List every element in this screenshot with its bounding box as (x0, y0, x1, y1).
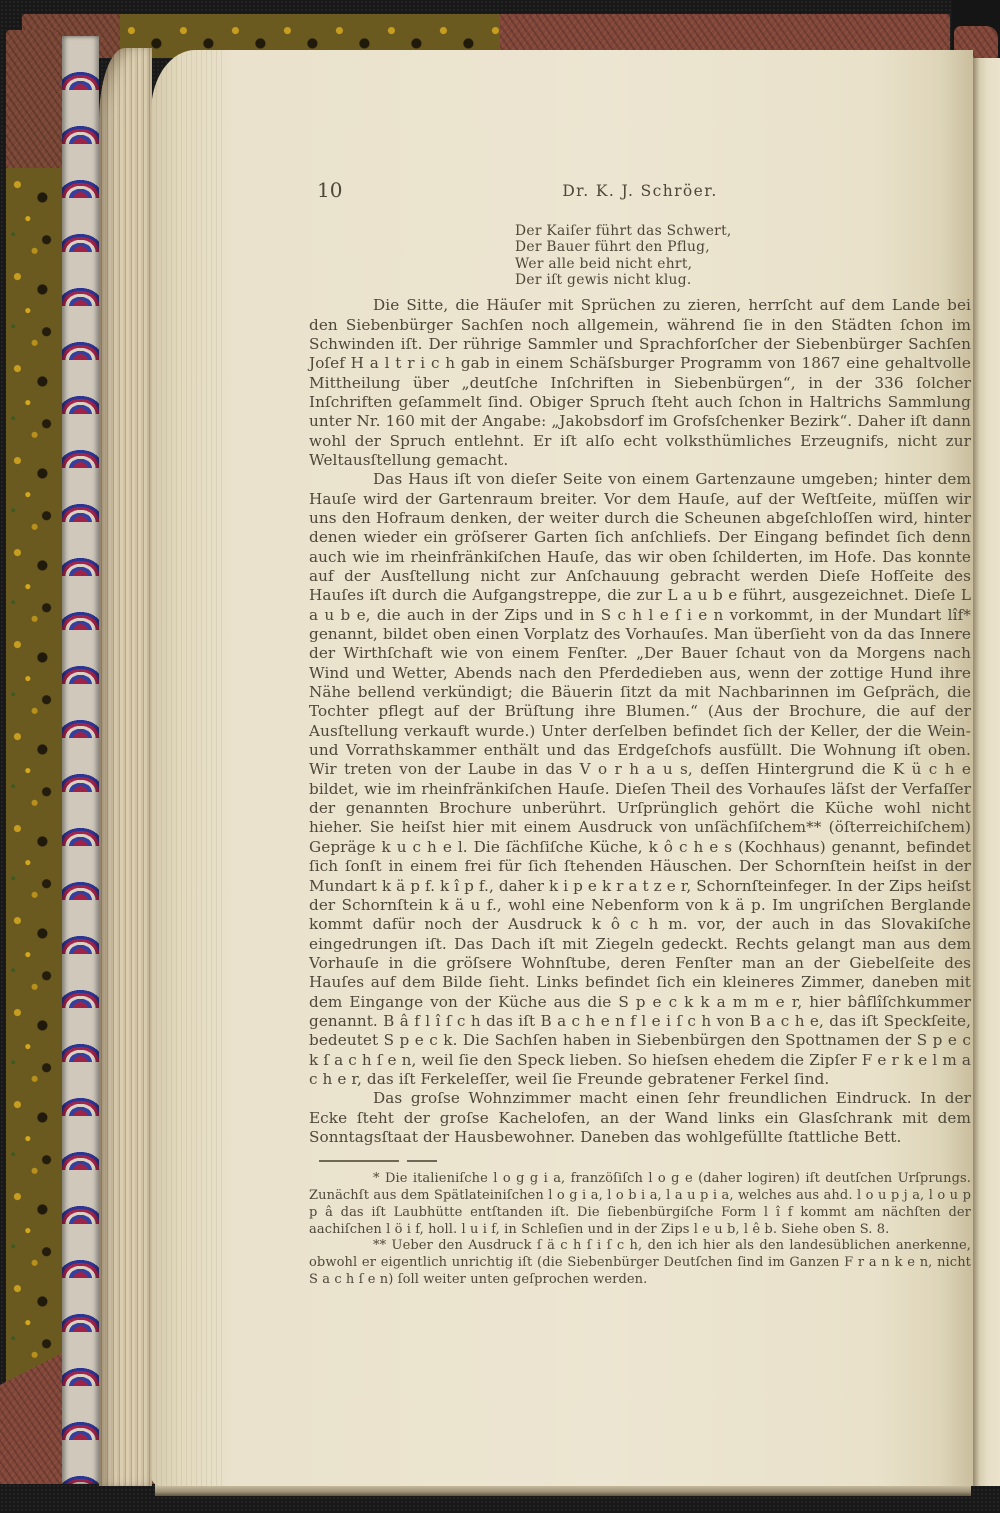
page-stack-edge (99, 48, 152, 1486)
footnote-separator (319, 1160, 971, 1162)
separator-segment (407, 1160, 437, 1162)
paragraph: Das groſse Wohnzimmer macht einen ſehr freundlichen Eindruck. In der Ecke ſteht der groſse Kachelofen, an der Wand links ein Glasſchrank mit dem Sonntagsſtaat der Hausbewohner. Daneben das wohlgefüllte ſtattliche Bett. (309, 1089, 971, 1146)
paragraph: Das Haus iſt von dieſer Seite von einem Gartenzaune umgeben; hinter dem Hauſe wird der Gartenraum breiter. Vor dem Hauſe, auf der Weſtſeite, müſſen wir uns den Hofraum denken, der weiter durch die Scheunen abgeſchloſſen wird, hinter denen wieder ein gröſserer Garten ſich anſchliefs. Der Eingang befindet ſich denn auch wie im rheinfränkiſchen Hauſe, das wir oben ſchilderten, im Hofe. Das konnte auf der Ausſtellung nicht zur Anſchauung gebracht werden Dieſe Hofſeite des Hauſes iſt durch die Aufgangstreppe, die zur L a u b e führt, ausgezeichnet. Dieſe L a u b e, die auch in der Zips und in S c h l e ſ i e n vorkommt, in der Mundart lîf* genannt, bildet oben einen Vorplatz des Vorhauſes. Man überſieht von da das Innere der Wirthſchaft wie von einem Fenſter. „Der Bauer ſchaut von da Morgens nach Wind und Wetter, Abends nach den Pferdedieben aus, wenn der zottige Hund ihre Nähe bellend verkündigt; die Bäuerin ſitzt da mit Nachbarinnen im Geſpräch, die Tochter pflegt auf der Brüſtung ihre Blumen.“ (Aus der Brochure, die auf der Ausſtellung verkauft wurde.) Unter derſelben befindet ſich der Keller, der die Wein- und Vorrathskammer enthält und das Erdgeſchofs ausfüllt. Die Wohnung iſt oben. Wir treten von der Laube in das V o r h a u s, deſſen Hintergrund die K ü c h e bildet, wie im rheinfränkiſchen Hauſe. Dieſen Theil des Vorhauſes läſst der Verfaſſer der genannten Brochure unberührt. Urſprünglich gehört die Küche wohl nicht hieher. Sie heiſst hier mit einem Ausdruck von unſächſiſchem** (öſterreichiſchem) Gepräge k u c h e l. Die ſächſiſche Küche, k ô c h e s (Kochhaus) genannt, befindet ſich ſonſt in einem frei für ſich ſtehenden Häuschen. Der Schornſtein heiſst in der Mundart k ä p f. k î p f., daher k i p e k r a t z e r, Schornſteinfeger. In der Zips heiſst der Schornſtein k ä u f., wohl eine Nebenform von k ä p. Im ungriſchen Berglande kommt dafür noch der Ausdruck k ô c h m. vor, der auch in das Slovakiſche eingedrungen iſt. Das Dach iſt mit Ziegeln gedeckt. Rechts gelangt man aus dem Vorhauſe in die gröſsere Wohnſtube, deren Fenſter man an der Giebelſeite des Hauſes auf dem Bilde ſieht. Links befindet ſich ein kleineres Zimmer, daneben mit dem Eingange von der Küche aus die S p e c k k a m m e r, hier bâflîſchkummer genannt. B â f l î ſ c h das iſt B a c h e n f l e i ſ c h von B a c h e, das iſt Speckſeite, bedeutet S p e c k. Die Sachſen haben in Siebenbürgen den Spottnamen der S p e c k ſ a c h ſ e n, weil ſie den Speck lieben. So hieſsen ehedem die Zipſer F e r k e l m a c h e r, das iſt Ferkeleſſer, weil ſie Freunde gebratener Ferkel ſind. (309, 470, 971, 1088)
cover-marble-segment (6, 168, 62, 1476)
epigraph-verse (515, 223, 971, 288)
page-number: 10 (317, 178, 343, 202)
cover-leather-segment (6, 30, 62, 168)
footnote: ** Ueber den Ausdruck ſ ä c h ſ i ſ c h, den ich hier als den landesüblichen anerkenne, obwohl er eigentlich unrichtig iſt (die Siebenbürger Deutſchen ſind im Ganzen F r a n k e n, nicht S a c h ſ e n) ſoll weiter unten geſprochen werden. (309, 1238, 971, 1288)
paragraph: Die Sitte, die Häuſer mit Sprüchen zu zieren, herrſcht auf dem Lande bei den Siebenbürger Sachſen noch allgemein, während ſie in den Städten ſchon im Schwinden iſt. Der rührige Sammler und Sprachforſcher der Siebenbürger Sachſen Joſef H a l t r i c h gab in einem Schäſsburger Programm von 1867 eine gehaltvolle Mittheilung über „deutſche Inſchriften in Siebenbürgen“, in der 336 ſolcher Inſchriften geſammelt ſind. Obiger Spruch ſteht auch ſchon in Haltrichs Sammlung unter Nr. 160 mit der Angabe: „Jakobsdorf im Grofsſchenker Bezirk“. Daher iſt dann wohl der Spruch entlehnt. Er iſt alſo echt volksthümliches Erzeugnifs, nicht zur Weltausſtellung gemacht. (309, 296, 971, 469)
next-page-sliver (973, 58, 1000, 1486)
verse-line: Der Kaiſer führt das Schwert, (515, 223, 732, 239)
body-text (309, 296, 971, 1147)
footnotes (309, 1171, 971, 1289)
separator-segment (319, 1160, 399, 1162)
printed-content (309, 178, 971, 1289)
book-page (151, 50, 973, 1486)
page-header (309, 178, 971, 208)
verse-line: Wer alle beid nicht ehrt, (515, 255, 693, 272)
page-curvature-texture (151, 50, 223, 1486)
verse-line: Der Bauer führt den Pflug, (515, 239, 710, 256)
book-cover-left-edge (6, 30, 62, 1476)
running-header: Dr. K. J. Schröer. (562, 182, 718, 200)
verse-line: Der iſt gewis nicht klug. (515, 271, 692, 288)
marbled-endpaper-strip (62, 36, 99, 1484)
footnote: * Die italieniſche l o g g i a, franzöſiſch l o g e (daher logiren) iſt deutſchen Urſprungs. Zunächſt aus dem Spätlateiniſchen l o g i a, l o b i a, l a u p i a, welches aus ahd. l o u p j a, l o u p p â das iſt Laubhütte entſtanden iſt. Die ſiebenbürgiſche Form l î f kommt am nächſten der aachiſchen l ö i f, holl. l u i f, in Schleſien und in der Zips l e u b, l ê b. Siehe oben S. 8. (309, 1170, 971, 1237)
